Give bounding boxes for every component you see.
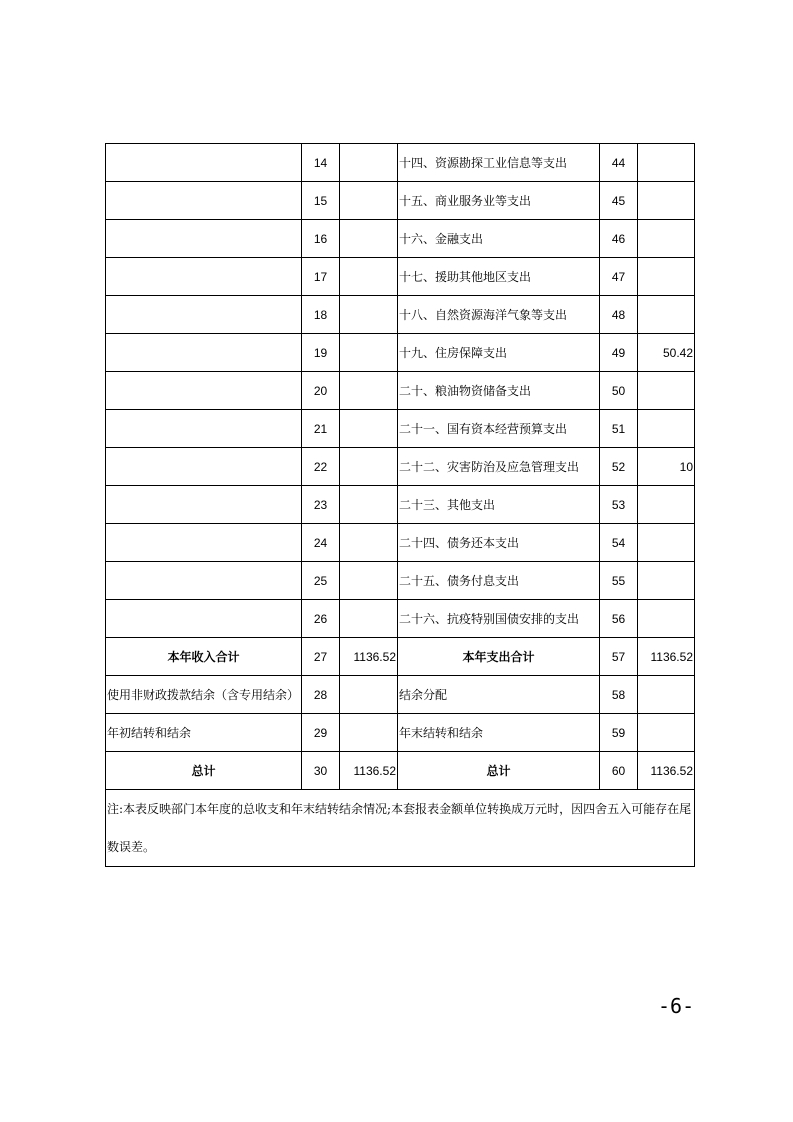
income-row-number: 28	[302, 676, 340, 714]
expense-row-number: 53	[600, 486, 638, 524]
table-row	[106, 410, 695, 448]
expense-row-number: 47	[600, 258, 638, 296]
expense-amount: 50.42	[638, 334, 695, 372]
income-item-label	[106, 220, 302, 258]
income-item-label	[106, 372, 302, 410]
income-row-number: 26	[302, 600, 340, 638]
annual-total-row	[106, 638, 695, 676]
income-amount	[340, 600, 398, 638]
table-row	[106, 220, 695, 258]
income-amount	[340, 334, 398, 372]
income-total-label: 本年收入合计	[106, 638, 302, 676]
expense-item-label: 二十一、国有资本经营预算支出	[398, 410, 600, 448]
expense-row-number: 48	[600, 296, 638, 334]
expense-amount	[638, 182, 695, 220]
expense-amount	[638, 258, 695, 296]
expense-amount	[638, 714, 695, 752]
income-row-number: 24	[302, 524, 340, 562]
income-row-number: 18	[302, 296, 340, 334]
income-total-number: 27	[302, 638, 340, 676]
income-item-label	[106, 600, 302, 638]
expense-item-label: 二十三、其他支出	[398, 486, 600, 524]
table-row	[106, 334, 695, 372]
expense-row-number: 46	[600, 220, 638, 258]
table-row	[106, 144, 695, 182]
income-amount	[340, 296, 398, 334]
income-amount	[340, 486, 398, 524]
expense-item-label: 十九、住房保障支出	[398, 334, 600, 372]
income-item-label: 年初结转和结余	[106, 714, 302, 752]
expense-row-number: 44	[600, 144, 638, 182]
grand-total-left-number: 30	[302, 752, 340, 790]
table-row	[106, 182, 695, 220]
income-row-number: 15	[302, 182, 340, 220]
grand-total-row	[106, 752, 695, 790]
income-item-label: 使用非财政拨款结余（含专用结余）	[106, 676, 302, 714]
income-row-number: 19	[302, 334, 340, 372]
expense-row-number: 50	[600, 372, 638, 410]
expense-total-number: 57	[600, 638, 638, 676]
income-total-amount: 1136.52	[340, 638, 398, 676]
table-note: 注:本表反映部门本年度的总收支和年末结转结余情况;本套报表金额单位转换成万元时，因四舍五入可能存在尾数误差。	[106, 790, 695, 867]
income-row-number: 20	[302, 372, 340, 410]
expense-row-number: 56	[600, 600, 638, 638]
expense-amount	[638, 296, 695, 334]
table-row	[106, 486, 695, 524]
expense-item-label: 十八、自然资源海洋气象等支出	[398, 296, 600, 334]
income-row-number: 23	[302, 486, 340, 524]
income-item-label	[106, 182, 302, 220]
table-row	[106, 562, 695, 600]
table-row	[106, 600, 695, 638]
income-row-number: 17	[302, 258, 340, 296]
grand-total-left-label: 总计	[106, 752, 302, 790]
table-row	[106, 714, 695, 752]
income-expense-table	[105, 143, 695, 867]
income-amount	[340, 182, 398, 220]
expense-row-number: 54	[600, 524, 638, 562]
income-amount	[340, 410, 398, 448]
expense-total-amount: 1136.52	[638, 638, 695, 676]
note-row	[106, 790, 695, 867]
income-row-number: 14	[302, 144, 340, 182]
income-item-label	[106, 524, 302, 562]
income-row-number: 16	[302, 220, 340, 258]
income-amount	[340, 372, 398, 410]
expense-amount	[638, 676, 695, 714]
income-row-number: 21	[302, 410, 340, 448]
income-item-label	[106, 562, 302, 600]
page-number: -6-	[658, 994, 695, 1018]
expense-amount	[638, 410, 695, 448]
income-item-label	[106, 258, 302, 296]
grand-total-right-number: 60	[600, 752, 638, 790]
expense-item-label: 十五、商业服务业等支出	[398, 182, 600, 220]
expense-amount	[638, 486, 695, 524]
table-row	[106, 448, 695, 486]
income-amount	[340, 676, 398, 714]
expense-row-number: 55	[600, 562, 638, 600]
expense-item-label: 二十四、债务还本支出	[398, 524, 600, 562]
income-item-label	[106, 410, 302, 448]
expense-item-label: 十七、援助其他地区支出	[398, 258, 600, 296]
expense-amount	[638, 562, 695, 600]
expense-item-label: 二十六、抗疫特别国债安排的支出	[398, 600, 600, 638]
expense-amount	[638, 220, 695, 258]
income-row-number: 29	[302, 714, 340, 752]
table-row	[106, 258, 695, 296]
expense-amount	[638, 144, 695, 182]
expense-item-label: 结余分配	[398, 676, 600, 714]
expense-item-label: 二十、粮油物资储备支出	[398, 372, 600, 410]
income-amount	[340, 524, 398, 562]
expense-item-label: 二十二、灾害防治及应急管理支出	[398, 448, 600, 486]
expense-row-number: 49	[600, 334, 638, 372]
income-amount	[340, 448, 398, 486]
expense-row-number: 58	[600, 676, 638, 714]
income-amount	[340, 258, 398, 296]
income-item-label	[106, 334, 302, 372]
grand-total-right-amount: 1136.52	[638, 752, 695, 790]
table-row	[106, 524, 695, 562]
income-amount	[340, 144, 398, 182]
income-row-number: 25	[302, 562, 340, 600]
income-amount	[340, 220, 398, 258]
table-row	[106, 676, 695, 714]
expense-amount: 10	[638, 448, 695, 486]
expense-amount	[638, 372, 695, 410]
expense-item-label: 十四、资源勘探工业信息等支出	[398, 144, 600, 182]
expense-row-number: 52	[600, 448, 638, 486]
expense-amount	[638, 524, 695, 562]
expense-row-number: 51	[600, 410, 638, 448]
expense-item-label: 十六、金融支出	[398, 220, 600, 258]
expense-item-label: 二十五、债务付息支出	[398, 562, 600, 600]
income-item-label	[106, 144, 302, 182]
expense-item-label: 年末结转和结余	[398, 714, 600, 752]
income-item-label	[106, 486, 302, 524]
income-row-number: 22	[302, 448, 340, 486]
income-item-label	[106, 448, 302, 486]
grand-total-left-amount: 1136.52	[340, 752, 398, 790]
income-amount	[340, 562, 398, 600]
expense-amount	[638, 600, 695, 638]
grand-total-right-label: 总计	[398, 752, 600, 790]
income-amount	[340, 714, 398, 752]
expense-total-label: 本年支出合计	[398, 638, 600, 676]
table-row	[106, 296, 695, 334]
table-row	[106, 372, 695, 410]
income-item-label	[106, 296, 302, 334]
expense-row-number: 45	[600, 182, 638, 220]
expense-row-number: 59	[600, 714, 638, 752]
